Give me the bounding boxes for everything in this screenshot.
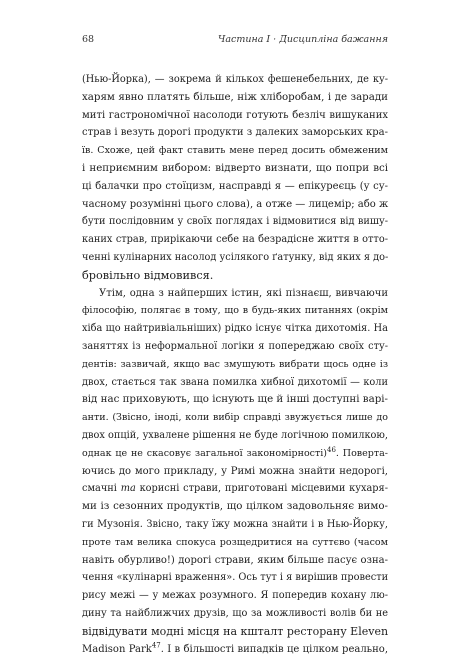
running-head: Частина I · Дисципліна бажання [218, 34, 388, 45]
body-text [82, 71, 388, 658]
emphasis: та [120, 483, 136, 495]
text-line: анти. (Звісно, іноді, коли вибір справді звужується лише до [82, 412, 388, 424]
text-line: (Нью-Йорка), — зокрема й кількох фешенебельних, де ку- [82, 74, 388, 85]
text-line: заняттях із неформальної логіки я попереджаю своїх сту- [82, 340, 388, 352]
text-line: хіба що найтривіальніших) рідко існує чітка дихотомія. На [82, 323, 388, 335]
text-line: проте там велика спокуса розщедритися на суттєво (часом [82, 536, 388, 548]
text-line: дину та найближчих друзів, що за можливості волів би не [82, 607, 388, 619]
text-line: ці балачки про стоїцизм, насправді я — епікуреєць (у су- [82, 180, 388, 192]
text-line: і неприємним вибором: відверто визнати, що попри всі [82, 161, 388, 174]
text-line: смачні та корисні страви, приготовані місцевими кухаря- [82, 483, 388, 495]
text-line: двох, стається так звана помилка хибної дихотомії — коли [82, 376, 388, 388]
text-line: відвідувати модні місця на кшталт ресторану Eleven [82, 624, 389, 638]
text-line: від нас приховують, що існують ще й інші доступні варі- [82, 393, 388, 406]
text-line: ми із сезонних продуктів, що цілком задовольняє вимо- [82, 500, 388, 513]
text-line: філософію, полягає в тому, що в будь-яких питаннях (окрім [82, 305, 388, 317]
text-line: ченні кулінарних насолод усілякого ґатунку, від яких я до- [82, 251, 389, 263]
text-line: миті гастрономічної насолоди готують безліч вишуканих [82, 109, 388, 121]
text-line: дентів: зазвичай, якщо вас змушують вибрати щось одне із [82, 358, 388, 370]
footnote-ref: 46 [326, 445, 336, 454]
text-line: страв і везуть дорогі продукти з далеких заморських кра- [82, 127, 388, 139]
text-line: каних страв, прирікаючи себе на безрадісне життя в отто- [82, 234, 388, 246]
page-number: 68 [82, 34, 95, 45]
text-line: Madison Park$^{47}$. І в більшості випадків це цілком реально, [82, 641, 388, 655]
text-line: харям явно платять більше, ніж хліборобам, і де заради [82, 90, 388, 103]
text-line: їв. Схоже, цей факт ставить мене перед досить обмеженим [82, 145, 388, 157]
page-header [82, 34, 388, 50]
text-line: часному розумінні цього слова), а отже — лицемір; або ж [82, 198, 389, 210]
text-line: чення «кулінарні враження». Ось тут і я вирішив провести [82, 572, 389, 584]
text-line: бровільно відмовився. [82, 268, 214, 282]
text-line: Утім, одна з найперших істин, які пізнаєш, вивчаючи [99, 287, 388, 299]
text-line: ючись до мого прикладу, у Римі можна знайти недорогі, [82, 465, 388, 477]
text-line: двох опцій, ухвалене рішення не буде логічною помилкою, [82, 429, 388, 441]
text-line: рису межі — у межах розумного. Я попередив кохану лю- [82, 590, 388, 602]
text-line: ги Музонія. Звісно, таку їжу можна знайти і в Нью-Йорку, [82, 518, 388, 530]
footnote-ref: 47 [151, 641, 161, 650]
text-line: однак це не скасовує загальної закономірності)$^{46}$. Поверта- [82, 445, 388, 459]
text-line: навіть обурливо!) дорогі страви, яким більше пасує озна- [82, 554, 388, 566]
text-line: бути послідовним у своїх поглядах і відмовитися від вишу- [82, 216, 388, 228]
